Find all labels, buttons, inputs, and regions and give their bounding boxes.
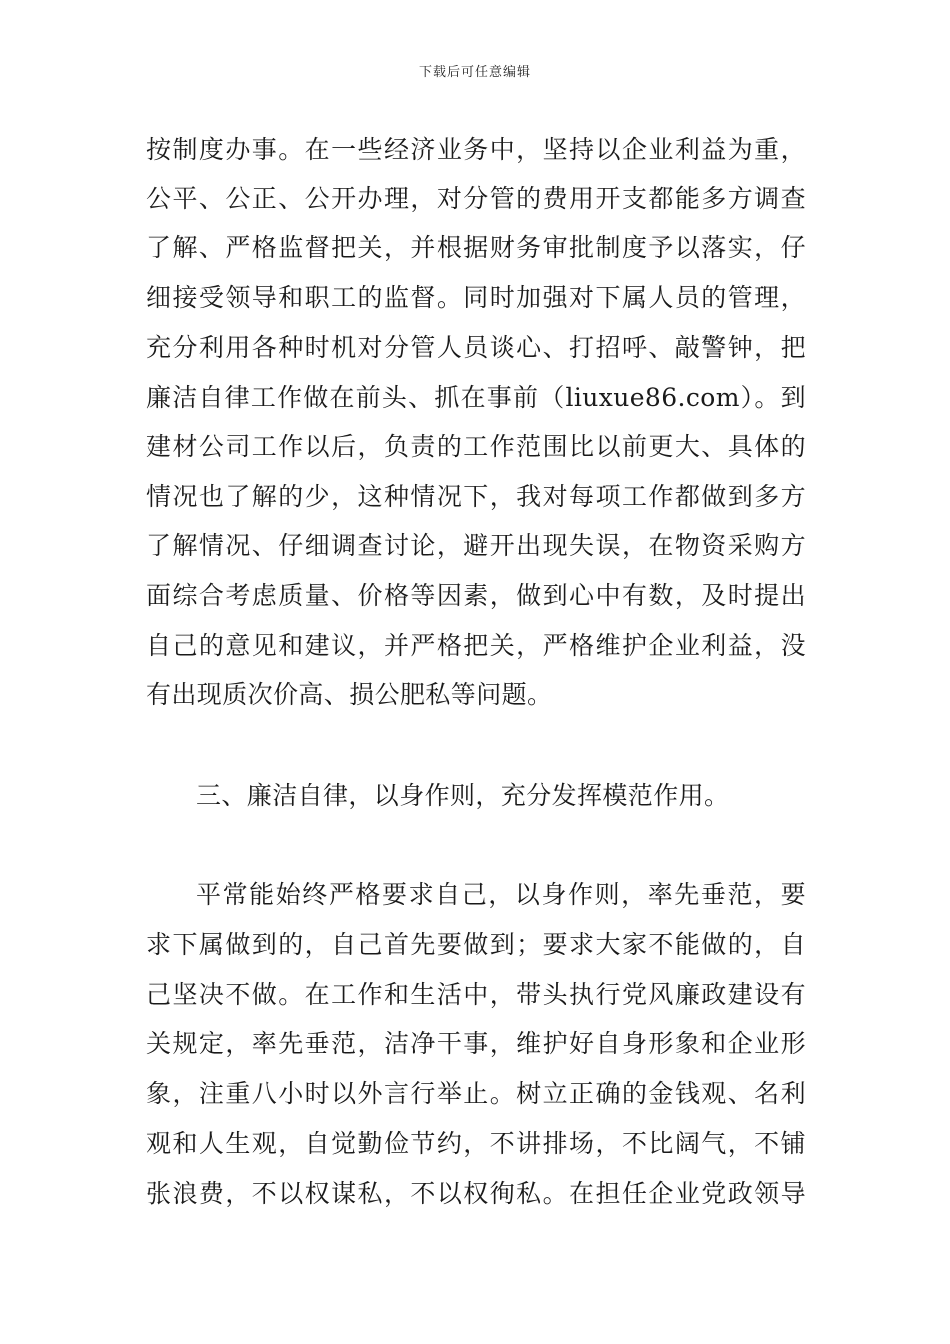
paragraph-line: 细接受领导和职工的监督。同时加强对下属人员的管理， bbox=[146, 283, 806, 312]
paragraph-line: 己坚决不做。在工作和生活中，带头执行党风廉政建设有 bbox=[146, 980, 806, 1009]
paragraph-line: 情况也了解的少，这种情况下，我对每项工作都做到多方 bbox=[146, 482, 806, 511]
paragraph-line: 廉洁自律工作做在前头、抓在事前（liuxue86.com）。到 bbox=[146, 383, 806, 412]
paragraph-line: 建材公司工作以后，负责的工作范围比以前更大、具体的 bbox=[146, 432, 806, 461]
page-header: 下载后可任意编辑 bbox=[418, 65, 531, 80]
paragraph-line: 按制度办事。在一些经济业务中，坚持以企业利益为重， bbox=[146, 135, 806, 164]
paragraph-line: 了解情况、仔细调查讨论，避开出现失误，在物资采购方 bbox=[146, 531, 806, 560]
paragraph-line: 充分利用各种时机对分管人员谈心、打招呼、敲警钟，把 bbox=[146, 333, 806, 362]
paragraph-line: 公平、公正、公开办理，对分管的费用开支都能多方调查 bbox=[146, 184, 806, 213]
paragraph-line: 面综合考虑质量、价格等因素，做到心中有数，及时提出 bbox=[146, 581, 806, 610]
paragraph-line: 了解、严格监督把关，并根据财务审批制度予以落实，仔 bbox=[146, 233, 806, 262]
paragraph-line: 关规定，率先垂范，洁净干事，维护好自身形象和企业形 bbox=[146, 1029, 806, 1058]
paragraph-line: 观和人生观，自觉勤俭节约，不讲排场，不比阔气，不铺 bbox=[146, 1129, 806, 1158]
paragraph-line: 自己的意见和建议，并严格把关，严格维护企业利益，没 bbox=[146, 631, 806, 660]
paragraph-line: 求下属做到的，自己首先要做到；要求大家不能做的，自 bbox=[146, 930, 806, 959]
paragraph-line: 象，注重八小时以外言行举止。树立正确的金钱观、名利 bbox=[146, 1079, 806, 1108]
paragraph-line: 张浪费，不以权谋私，不以权徇私。在担任企业党政领导 bbox=[146, 1179, 806, 1208]
section-heading: 三、廉洁自律，以身作则，充分发挥模范作用。 bbox=[196, 781, 730, 810]
paragraph-line: 平常能始终严格要求自己，以身作则，率先垂范，要 bbox=[196, 880, 806, 909]
paragraph-line: 有出现质次价高、损公肥私等问题。 bbox=[146, 680, 553, 709]
